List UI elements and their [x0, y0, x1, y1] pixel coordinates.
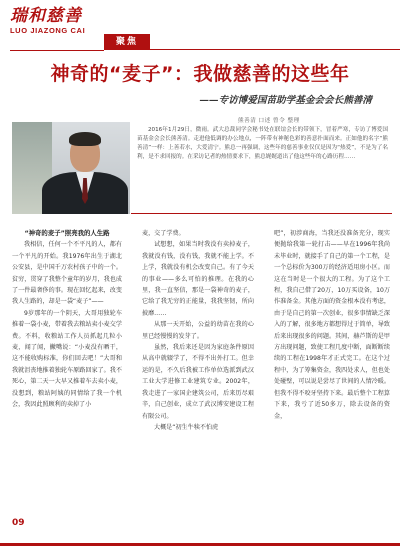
logo-chinese: 瑞和慈善	[10, 6, 82, 26]
paragraph: 麦，交了学费。	[142, 230, 185, 237]
paragraph: 试想想，如果当时我没有卖掉麦子，我就没有钱，没有钱，我就不能上学。不上学，我就没有机会改变自己。有了今天的事业——多么可怕的推理。在我的心里，我一直坚信，那是一袋神奇的麦子，它给了我无穷的正能量，我我坚韧，所向披靡……	[142, 241, 254, 317]
paragraph: 吧”，初涉商海，当我还没准备充分，现实便抛给我第一轮打击——早在1996年我尚未毕业时，就接手了自己的第一个工程，是一个总标价为300万的经济适用房小区。而这在当时是一个很大的工程。为了这个工程，我自己借了20万，10万买设备，10万作准备金。其他方面的资金根本没有考虑，由于是自己的第一次创业，很多事情缺乏深入的了解，很多地方都想得过于简单，导致后来出现很多的问题。其间，赫芦斯的是甲方出现问题，致使工程几度中断，面断断续续的工程在1998年才正式完工。在这个过程中，为了筹集资金，我四处求人，但也处处碰壁，可以说是尝尽了世间的人情冷暖。但我不得不咬牙坚持下来。最后整个工程算下来，我亏了近50多万，除去设备的资金，	[274, 230, 390, 420]
header-rule	[150, 49, 400, 50]
article-byline: 熊善清 口述 曾令 整理	[238, 118, 300, 124]
paragraph: 虽然，我后来还是因为家庭条件原因从高中就辍学了，不得不出外打工。但幸运的是，不久后我被工作单位选派到武汉工业大学进修工业建筑专业。2002年，我走进了一家国企建筑公司，后来历尽艰辛，自己创业，成立了武汉博安建设工程有限公司。	[142, 344, 254, 420]
paragraph: 大概是“初生牛犊不怕虎	[154, 423, 219, 431]
article-column-1	[12, 228, 122, 411]
paragraph: 9岁那年的一个阴天，大哥用独轮车推着一袋小麦，带着我去粮站卖小麦交学费。不料，收粮站工作人员抓起几粒小麦，闻了闻，撇嘴说：“小麦没有晒干，这不能收购标准，你们回去吧！”大哥和我就沮丧地推着独轮车原路回家了。我不死心，第二天一大早又推着车去卖小麦，没想到，粮站阿姨的同情给了我一个机会，我因此照顾利的卖掉了小	[12, 309, 122, 409]
magazine-logo	[10, 6, 100, 36]
article-column-2	[142, 228, 254, 433]
column-heading: “神奇的麦子”照亮我的人生路	[24, 229, 110, 237]
page-number: 09	[12, 518, 25, 528]
portrait-photo	[12, 122, 130, 214]
portrait-hair	[69, 132, 101, 146]
paragraph: 从那一天开始，公益的幼苗在我的心里已经慢慢的发芽了。	[142, 321, 254, 340]
paragraph: 我相信，任何一个不平凡的人，都有一个平凡的开始。我1976年出生于湖北公安县，是中国千万农村孩子中的一个。贫穷，贯穿了我整个童年的岁月，我也成了一件最奢侈的事。现在回忆起来，改变我人生路的，却是一袋“麦子”——	[12, 241, 122, 306]
header-rule-left	[10, 50, 104, 51]
logo-english: LUO JIAZONG CAI	[10, 26, 86, 35]
article-subtitle: ——专访博爱国苗助学基金会会长熊善清	[199, 95, 372, 106]
article-column-3	[274, 228, 390, 422]
article-title: 神奇的“麦子”：我做慈善的这些年	[50, 63, 350, 85]
article-intro: 2016年1月29日，微雨。武大总裁同学会秘书处在联谊会长的带领下，冒着严寒，专访了博爱国苗基金会会长熊善清。走进他低调的办公地点，一阵带有神秘色彩的善意扑面而来。正如他的名字“熊善清”一样：上善若水，大爱清宁。熊总一再强调，这些年的慈善事业仅仅是因为“热爱”，不是为了名利，是不求回报的。在采访记者的热情要求下，熊总娓娓道出了他这些年的心路历程……	[131, 122, 392, 214]
section-tag: 聚焦	[104, 34, 150, 50]
